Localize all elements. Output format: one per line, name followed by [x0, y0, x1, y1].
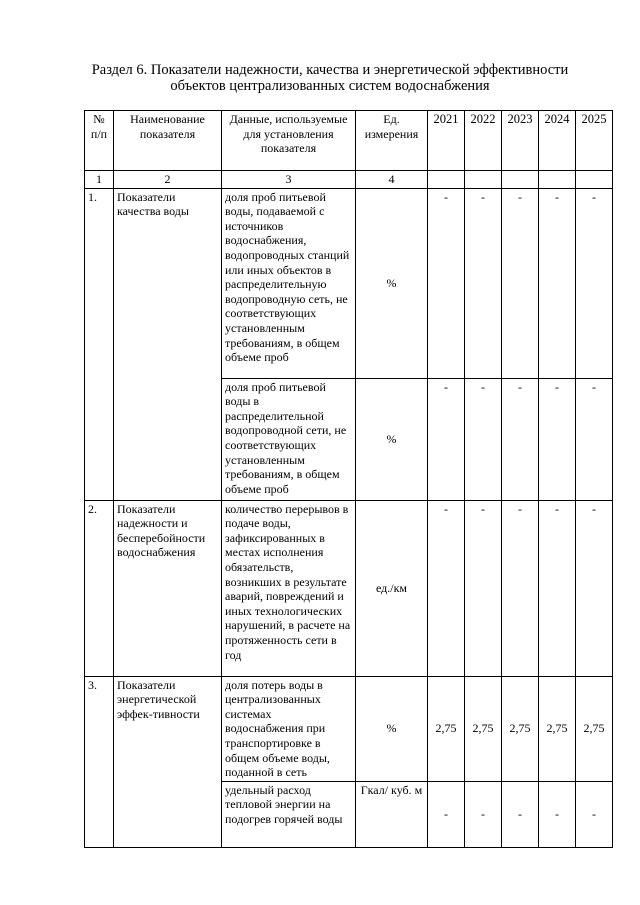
header-row: [85, 111, 613, 171]
year-value: -: [502, 188, 539, 378]
indicator-data: доля проб питьевой воды, подаваемой с источников водоснабжения, водопроводных станций или иных объектов в распределительную водопроводную сеть, не соответствующих установленным требованиям, в общем объеме проб: [222, 188, 356, 378]
section-title-line-1: Раздел 6. Показатели надежности, качества и энергетической эффективности: [91, 62, 569, 78]
header-unit: Ед. измерения: [356, 111, 428, 171]
year-value: -: [465, 188, 502, 378]
year-value: 2,75: [502, 676, 539, 781]
header-year: 2024: [539, 111, 576, 171]
empty-cell: [539, 171, 576, 189]
empty-cell: [576, 171, 613, 189]
indicator-unit: %: [356, 188, 428, 378]
column-number-row: [85, 171, 613, 189]
indicators-table: [84, 110, 613, 848]
group-number: 1.: [85, 188, 114, 500]
column-number: 4: [356, 171, 428, 189]
year-value: -: [502, 378, 539, 500]
header-num: № п/п: [85, 111, 114, 171]
empty-cell: [502, 171, 539, 189]
table-row: [85, 500, 613, 676]
column-number: 2: [114, 171, 222, 189]
table-row: [85, 188, 613, 378]
table-row: [85, 676, 613, 781]
year-value: -: [539, 500, 576, 676]
section-title-line-2: объектов централизованных систем водоснабжения: [170, 78, 490, 94]
year-value: -: [576, 378, 613, 500]
year-value: -: [428, 500, 465, 676]
group-number: 2.: [85, 500, 114, 676]
indicator-unit: Гкал/ куб. м: [356, 781, 428, 847]
header-name: Наименование показателя: [114, 111, 222, 171]
indicator-name: Показатели качества воды: [114, 188, 222, 500]
year-value: 2,75: [539, 676, 576, 781]
year-value: -: [576, 188, 613, 378]
year-value: -: [539, 781, 576, 847]
year-value: -: [465, 781, 502, 847]
indicator-name: Показатели энергетической эффек-тивности: [114, 676, 222, 847]
year-value: -: [428, 378, 465, 500]
indicator-data: доля проб питьевой воды в распределительной водопроводной сети, не соответствующих установленным требованиям, в общем объеме проб: [222, 378, 356, 500]
year-value: -: [539, 188, 576, 378]
indicator-data: доля потерь воды в централизованных системах водоснабжения при транспортировке в общем объеме воды, поданной в сеть: [222, 676, 356, 781]
year-value: -: [502, 500, 539, 676]
year-value: -: [428, 781, 465, 847]
year-value: -: [465, 500, 502, 676]
year-value: 2,75: [576, 676, 613, 781]
header-year: 2021: [428, 111, 465, 171]
group-number: 3.: [85, 676, 114, 847]
year-value: -: [465, 378, 502, 500]
year-value: -: [502, 781, 539, 847]
indicator-unit: %: [356, 676, 428, 781]
year-value: 2,75: [428, 676, 465, 781]
header-data: Данные, используемые для установления показателя: [222, 111, 356, 171]
year-value: -: [576, 500, 613, 676]
indicator-unit: %: [356, 378, 428, 500]
indicator-unit: ед./км: [356, 500, 428, 676]
header-year: 2022: [465, 111, 502, 171]
year-value: -: [539, 378, 576, 500]
column-number: 1: [85, 171, 114, 189]
year-value: 2,75: [465, 676, 502, 781]
year-value: -: [428, 188, 465, 378]
indicator-data: удельный расход тепловой энергии на подогрев горячей воды: [222, 781, 356, 847]
section-title: [40, 62, 620, 94]
year-value: -: [576, 781, 613, 847]
header-year: 2023: [502, 111, 539, 171]
indicator-data: количество перерывов в подаче воды, зафиксированных в местах исполнения обязательств, возникших в результате аварий, повреждений и иных технологических нарушений, в расчете на протяженность сети в год: [222, 500, 356, 676]
column-number: 3: [222, 171, 356, 189]
empty-cell: [465, 171, 502, 189]
indicator-name: Показатели надежности и бесперебойности водоснабжения: [114, 500, 222, 676]
header-year: 2025: [576, 111, 613, 171]
empty-cell: [428, 171, 465, 189]
